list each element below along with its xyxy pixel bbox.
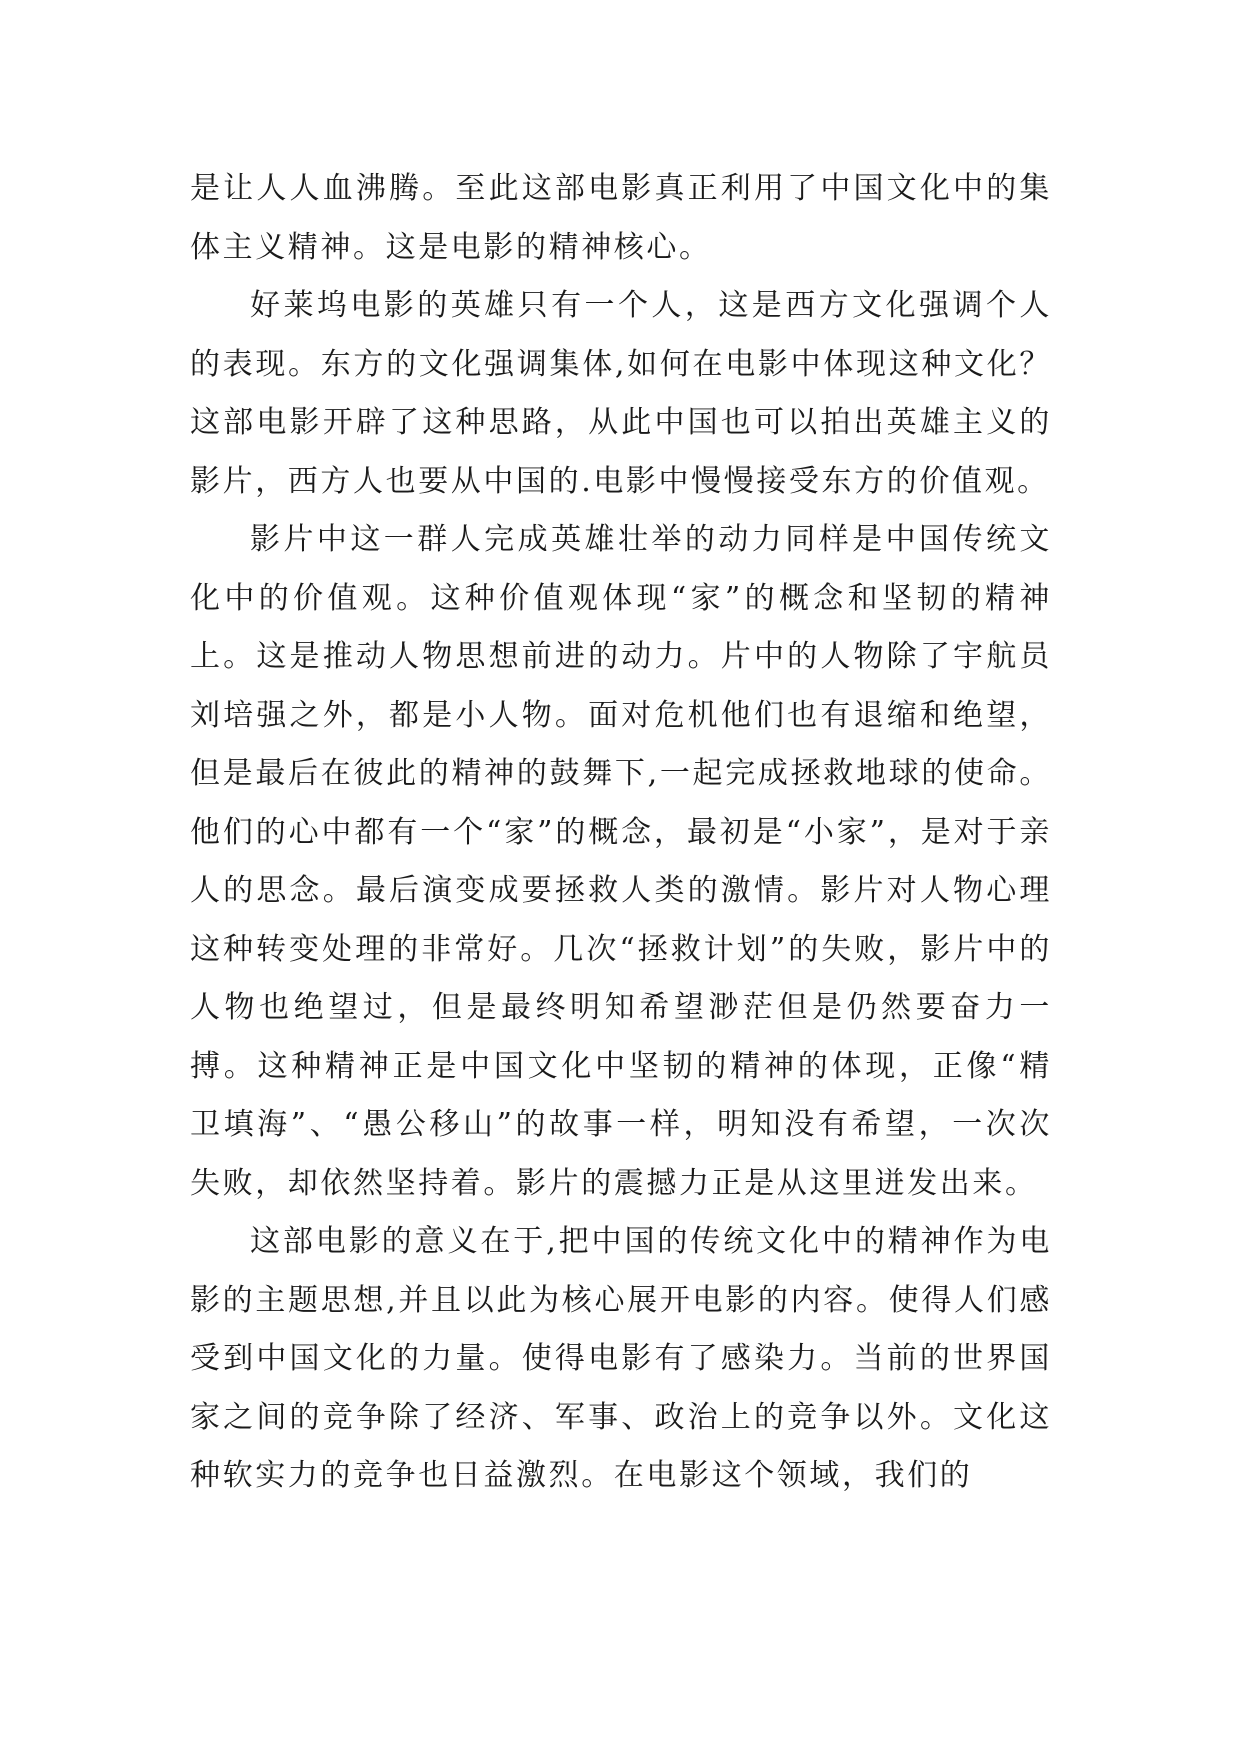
paragraph-home-concept: 影片中这一群人完成英雄壮举的动力同样是中国传统文化中的价值观。这种价值观体现“家”的概念和坚韧的精神上。这是推动人物思想前进的动力。片中的人物除了宇航员刘培强之外，都是小人物。面对危机他们也有退缩和绝望，但是最后在彼此的精神的鼓舞下,一起完成拯救地球的使命。他们的心中都有一个“家”的概念，最初是“小家”，是对于亲人的思念。最后演变成要拯救人类的激情。影片对人物心理这种转变处理的非常好。几次“拯救计划”的失败，影片中的人物也绝望过，但是最终明知希望渺茫但是仍然要奋力一搏。这种精神正是中国文化中坚韧的精神的体现，正像“精卫填海”、“愚公移山”的故事一样，明知没有希望，一次次失败，却依然坚持着。影片的震撼力正是从这里迸发出来。	[190, 522, 1052, 1201]
document-body	[190, 160, 1052, 1506]
paragraph-hollywood-heroes: 好莱坞电影的英雄只有一个人，这是西方文化强调个人的表现。东方的文化强调集体,如何在电影中体现这种文化？这部电影开辟了这种思路，从此中国也可以拍出英雄主义的影片，西方人也要从中国的.电影中慢慢接受东方的价值观。	[190, 288, 1052, 499]
paragraph-continued: 是让人人血沸腾。至此这部电影真正利用了中国文化中的集体主义精神。这是电影的精神核心。	[190, 171, 1052, 265]
paragraph-film-significance: 这部电影的意义在于,把中国的传统文化中的精神作为电影的主题思想,并且以此为核心展开电影的内容。使得人们感受到中国文化的力量。使得电影有了感染力。当前的世界国家之间的竞争除了经济、军事、政治上的竞争以外。文化这种软实力的竞争也日益激烈。在电影这个领域，我们的	[190, 1224, 1052, 1493]
